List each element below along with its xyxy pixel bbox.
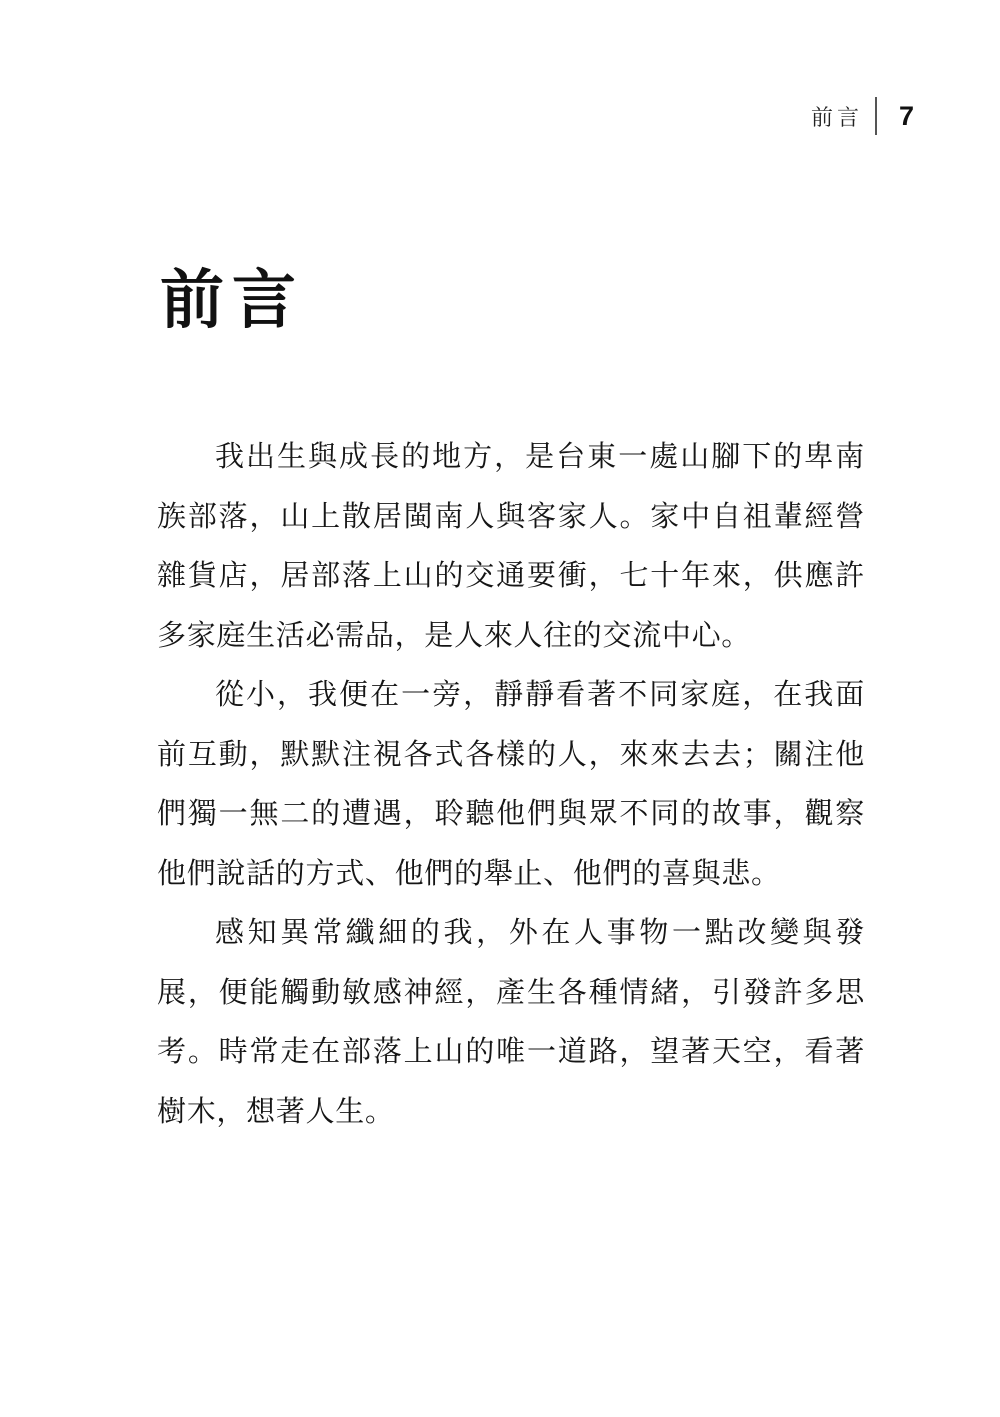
chapter-title: 前言 (160, 262, 304, 338)
paragraph-1: 我出生與成長的地方，是台東一處山腳下的卑南族部落，山上散居閩南人與客家人。家中自祖輩經營雜貨店，居部落上山的交通要衝，七十年來，供應許多家庭生活必需品，是人來人往的交流中心。 (157, 439, 865, 652)
paragraph-3: 感知異常纖細的我，外在人事物一點改變與發展，便能觸動敏感神經，產生各種情緒，引發許多思考。時常走在部落上山的唯一道路，望著天空，看著樹木，想著人生。 (157, 915, 865, 1128)
paragraph-2: 從小，我便在一旁，靜靜看著不同家庭，在我面前互動，默默注視各式各樣的人，來來去去；關注他們獨一無二的遭遇，聆聽他們與眾不同的故事，觀察他們說話的方式、他們的舉止、他們的喜與悲。 (157, 677, 865, 890)
running-header (811, 96, 914, 136)
page-number: 7 (898, 100, 914, 131)
header-divider (875, 97, 877, 135)
body-text (157, 427, 865, 1141)
running-title: 前言 (810, 105, 863, 131)
